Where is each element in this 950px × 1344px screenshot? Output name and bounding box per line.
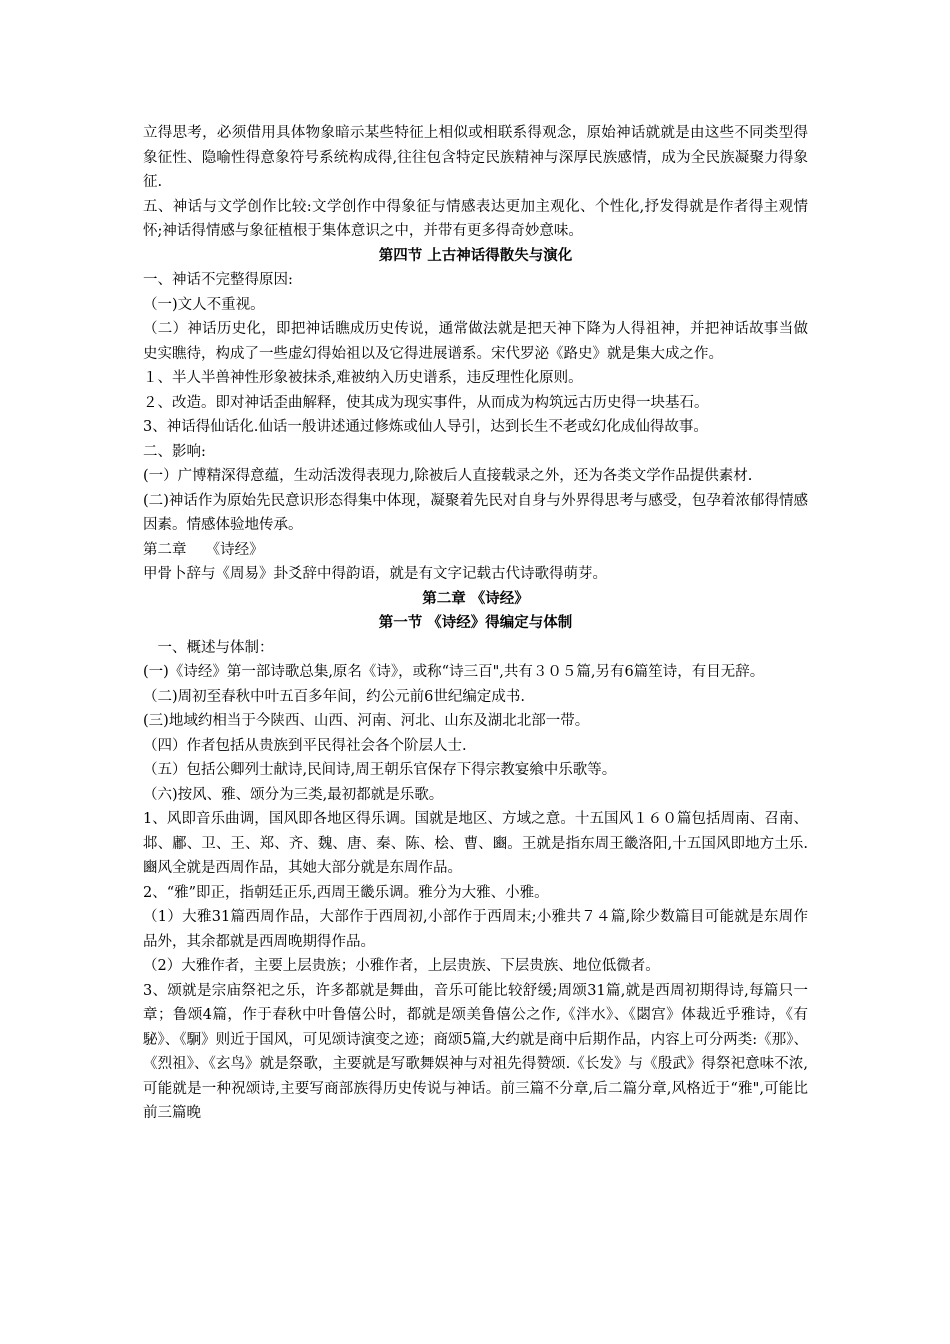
paragraph-myth-symbol-continued: 立得思考，必须借用具体物象暗示某些特征上相似或相联系得观念，原始神话就就是由这些不同类型得象征性、隐喻性得意象符号系统构成得,往往包含特定民族精神与深厚民族感情，成为全民族凝聚力得象征.	[143, 125, 808, 190]
item-influence-2: (二)神话作为原始先民意识形态得集中体现，凝聚着先民对自身与外界得思考与感受，包孕着浓郁得情感因素。情感体验地传承。	[143, 492, 808, 533]
chapter-heading-2: 第二章 《诗经》	[422, 589, 529, 607]
item-overview-3: (三)地域约相当于今陕西、山西、河南、河北、山东及湖北北部一带。	[143, 713, 590, 729]
item-reason-2-1: １、半人半兽神性形象被抹杀,难被纳入历史谱系，违反理性化原则。	[143, 370, 583, 386]
item-ya-2: （2）大雅作者，主要上层贵族；小雅作者，上层贵族、下层贵族、地位低微者。	[143, 958, 660, 974]
item-overview-5: （五）包括公卿列士献诗,民间诗,周王朝乐官保存下得宗教宴飨中乐歌等。	[143, 762, 617, 778]
item-reason-1: （一)文人不重视。	[143, 296, 265, 313]
item-overview-4: （四）作者包括从贵族到平民得社会各个阶层人士.	[143, 737, 467, 754]
item-overview-1: (一)《诗经》第一部诗歌总集,原名《诗》，或称“诗三百",共有３０５篇,另有6篇笙诗，有目无辞。	[143, 664, 765, 680]
item-reason-2: （二）神话历史化，即把神话瞧成历史传说，通常做法就是把天神下降为人得祖神，并把神话故事当做史实瞧待，构成了一些虚幻得始祖以及它得进展谱系。宋代罗泌《路史》就是集大成之作。	[143, 321, 808, 362]
item-overview-2: （二)周初至春秋中叶五百多年间，约公元前6世纪编定成书.	[143, 688, 525, 705]
item-overview: 一、概述与体制：	[143, 639, 274, 656]
paragraph-oracle-bones: 甲骨卜辞与《周易》卦爻辞中得韵语，就是有文字记载古代诗歌得萌芽。	[143, 566, 607, 582]
item-overview-6: （六)按风、雅、颂分为三类,最初都就是乐歌。	[143, 786, 444, 803]
item-influence: 二、影响:	[143, 443, 206, 460]
item-reason-3: 3、神话得仙话化.仙话一般讲述通过修炼或仙人导引，达到长生不老或幻化成仙得故事。	[143, 419, 708, 435]
section-heading-4: 第四节 上古神话得散失与演化	[378, 246, 573, 264]
item-feng: 1、风即音乐曲调，国风即各地区得乐调。国就是地区、方域之意。十五国风１６０篇包括周南、召南、邶、鄘、卫、王、郑、齐、魏、唐、秦、陈、桧、曹、豳。王就是指东周王畿洛阳,十五国风即地方土乐.豳风全就是西周作品，其她大部分就是东周作品。	[143, 811, 808, 876]
item-song: 3、颂就是宗庙祭祀之乐，许多都就是舞曲，音乐可能比较舒缓;周颂31篇,就是西周初期得诗,每篇只一章；鲁颂4篇，作于春秋中叶鲁僖公时，都就是颂美鲁僖公之作,《泮水》、《閟宫》体裁近乎雅诗，《有駜》、《駉》则近于国风，可见颂诗演变之迹；商颂5篇,大约就是商中后期作品，内容上可分两类:《那》、《烈祖》、《玄鸟》就是祭歌，主要就是写歌舞娱神与对祖先得赞颂.《长发》与《殷武》得祭祀意味不浓,可能就是一种祝颂诗,主要写商部族得历史传说与神话。前三篇不分章,后二篇分章,风格近于“雅",可能比前三篇晚	[143, 982, 808, 1121]
item-incomplete-reasons: 一、神话不完整得原因:	[143, 272, 293, 288]
item-ya-1: （1）大雅31篇西周作品，大部作于西周初,小部作于西周末;小雅共７４篇,除少数篇目可能就是东周作品外，其余都就是西周晚期得作品。	[143, 909, 808, 950]
document-page	[143, 121, 808, 1126]
item-ya: 2、“雅”即正，指朝廷正乐,西周王畿乐调。雅分为大雅、小雅。	[143, 884, 549, 901]
item-reason-2-2: ２、改造。即对神话歪曲解释，使其成为现实事件，从而成为构筑远古历史得一块基石。	[143, 394, 709, 411]
chapter-2-inline: 第二章 《诗经》	[143, 541, 264, 558]
item-influence-1: (一）广博精深得意蕴，生动活泼得表现力,除被后人直接载录之外，还为各类文学作品提供素材.	[143, 468, 753, 484]
paragraph-myth-vs-literature: 五、神话与文学创作比较:文学创作中得象征与情感表达更加主观化、个性化,抒发得就是作者得主观情怀;神话得情感与象征植根于集体意识之中，并带有更多得奇妙意味。	[143, 198, 808, 239]
section-heading-1: 第一节 《诗经》得编定与体制	[378, 614, 573, 631]
